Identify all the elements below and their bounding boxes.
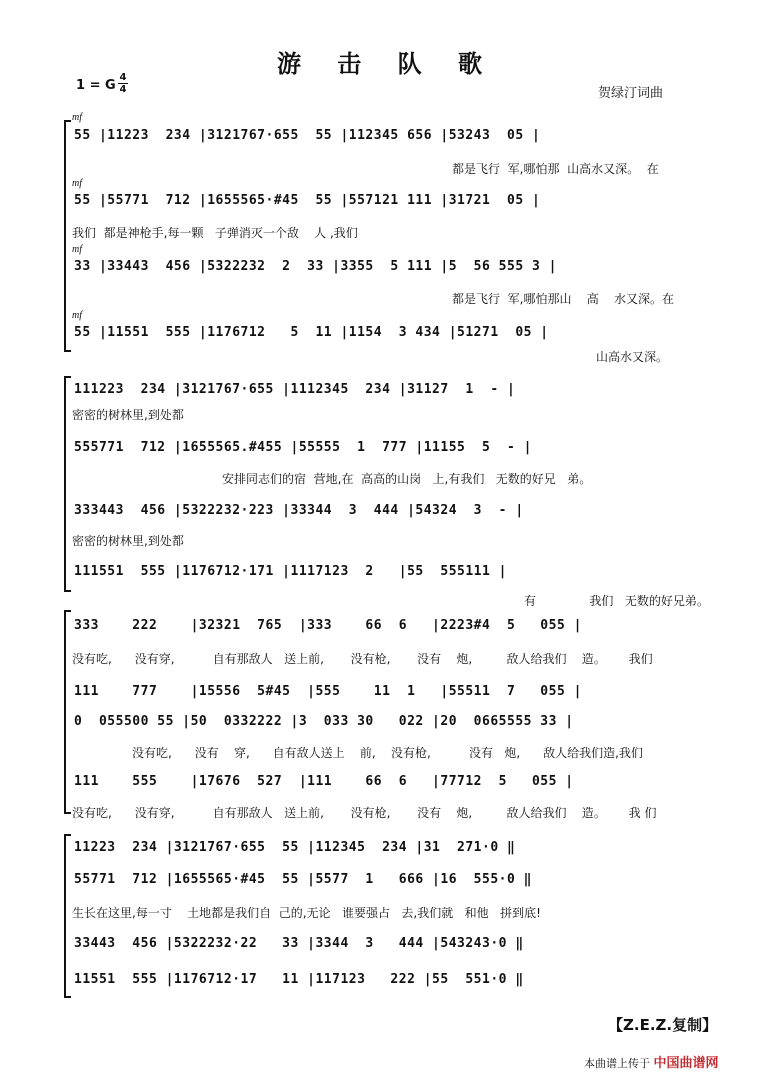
time-signature [118,72,128,95]
lyric-line: 有 我们 无数的好兄弟。 [524,594,709,608]
lyric-line: 没有吃, 没有 穿, 自有敌人送上 前, 没有枪, 没有 炮, 敌人给我们造,我们 [132,746,643,760]
lyric-line: 都是飞行 军,哪怕那山 高 水又深。在 [452,292,674,306]
key-signature: 1 = G [76,78,116,93]
notation-line: 0 055500 55 |50 0332222 |3 033 30 022 |20 0665555 33 | [74,714,574,729]
dynamic-mark: mf [72,178,82,189]
notation-line: 555771 712 |1655565.#455 |55555 1 777 |11155 5 - | [74,440,532,455]
lyric-line: 我们 都是神枪手,每一颗 子弹消灭一个敌 人 ,我们 [72,226,358,240]
lyric-line: 都是飞行 军,哪怕那 山高水又深。 在 [452,162,659,176]
composer-credit: 贺绿汀词曲 [598,86,664,101]
notation-line: 11551 555 |1176712·17 11 |117123 222 |55 551·0 ‖ [74,972,524,987]
lyric-line: 密密的树林里,到处都 [72,534,184,548]
notation-line: 33443 456 |5322232·22 33 |3344 3 444 |543243·0 ‖ [74,936,524,951]
lyric-line: 生长在这里,每一寸 土地都是我们自 己的,无论 谁要强占 去,我们就 和他 拼到底! [72,906,541,920]
lyric-line: 山高水又深。 [596,350,669,364]
notation-line: 333443 456 |5322232·223 |33344 3 444 |54324 3 - | [74,503,524,518]
system-brace [64,834,71,998]
notation-line: 55 |11551 555 |1176712 5 11 |1154 3 434 |51271 05 | [74,325,549,340]
system-brace [64,376,71,592]
notation-line: 11223 234 |3121767·655 55 |112345 234 |31 271·0 ‖ [74,840,516,855]
system-brace [64,120,71,352]
notation-line: 111 555 |17676 527 |111 66 6 |77712 5 055 | [74,774,574,789]
lyric-line: 没有吃, 没有穿, 自有那敌人 送上前, 没有枪, 没有 炮, 敌人给我们 造。 我 们 [72,806,657,820]
footer [584,1052,719,1071]
dynamic-mark: mf [72,244,82,255]
notation-line: 55771 712 |1655565·#45 55 |5577 1 666 |16 555·0 ‖ [74,872,532,887]
time-signature-top: 4 [119,72,127,83]
lyric-line: 密密的树林里,到处都 [72,408,184,422]
notation-line: 33 |33443 456 |5322232 2 33 |3355 5 111 |5 56 555 3 | [74,259,557,274]
notation-line: 111 777 |15556 5#45 |555 11 1 |55511 7 055 | [74,684,582,699]
notation-line: 333 222 |32321 765 |333 66 6 |2223#4 5 055 | [74,618,582,633]
system-brace [64,610,71,814]
dynamic-mark: mf [72,310,82,321]
notation-line: 55 |55771 712 |1655565·#45 55 |557121 111 |31721 05 | [74,193,541,208]
dynamic-mark: mf [72,112,82,123]
notation-line: 55 |11223 234 |3121767·655 55 |112345 656 |53243 05 | [74,128,541,143]
lyric-line: 安排同志们的宿 营地,在 高高的山岗 上,有我们 无数的好兄 弟。 [222,472,592,486]
site-logo[interactable]: 中国曲谱网 [653,1056,719,1071]
copyright-mark: 【Z.E.Z.复制】 [608,1016,718,1034]
lyric-line: 没有吃, 没有穿, 自有那敌人 送上前, 没有枪, 没有 炮, 敌人给我们 造。 我们 [72,652,653,666]
page-title: 游 击 队 歌 [276,50,497,78]
notation-line: 111223 234 |3121767·655 |1112345 234 |31127 1 - | [74,382,516,397]
time-signature-bottom: 4 [119,84,127,95]
footer-text: 本曲谱上传于 [584,1057,650,1070]
notation-line: 111551 555 |1176712·171 |1117123 2 |55 555111 | [74,564,507,579]
